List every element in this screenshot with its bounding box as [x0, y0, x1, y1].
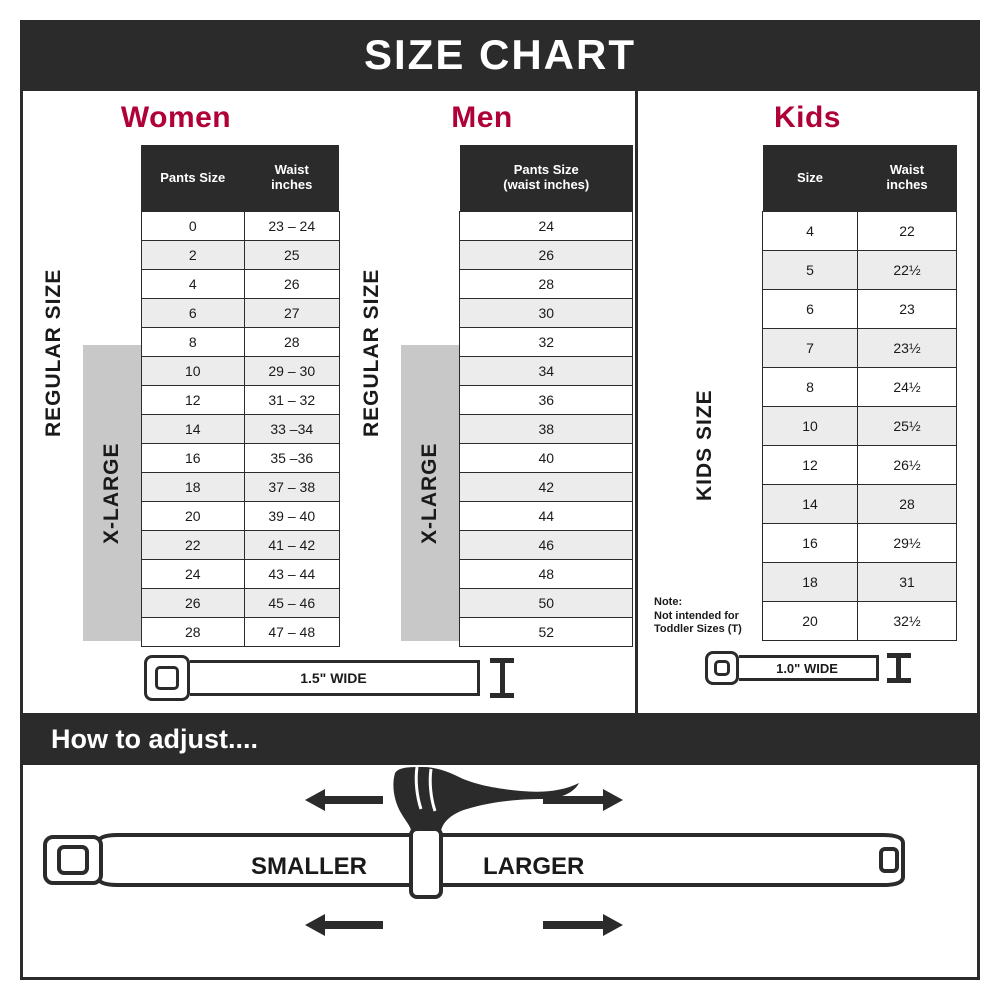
table-cell: 24½	[858, 368, 957, 407]
table-cell: 10	[763, 407, 858, 446]
adult-column	[23, 91, 638, 713]
kids-size-label: KIDS SIZE	[676, 295, 734, 595]
women-col1-header: Pants Size	[141, 145, 244, 212]
men-col1-header-line1: Pants Size	[513, 162, 579, 178]
table-row	[763, 563, 957, 602]
men-table-block	[343, 145, 633, 641]
table-row	[141, 357, 339, 386]
table-row	[460, 299, 633, 328]
title-bar	[23, 23, 977, 91]
table-row	[460, 415, 633, 444]
buckle-inner-icon	[155, 666, 179, 690]
table-row	[460, 444, 633, 473]
table-cell: 40	[460, 444, 633, 473]
table-row	[763, 212, 957, 251]
kids-col2-header-line1: Waist	[889, 162, 925, 178]
table-row	[460, 328, 633, 357]
table-row	[460, 502, 633, 531]
table-row	[460, 531, 633, 560]
table-cell: 52	[460, 618, 633, 647]
table-cell: 34	[460, 357, 633, 386]
table-cell: 2	[141, 241, 244, 270]
larger-label: LARGER	[483, 853, 585, 880]
women-vertical-labels	[25, 145, 141, 641]
adult-strap	[190, 660, 480, 696]
table-cell: 22½	[858, 251, 957, 290]
table-cell: 28	[460, 270, 633, 299]
table-cell: 45 – 46	[244, 589, 339, 618]
table-row	[141, 415, 339, 444]
table-cell: 23	[858, 290, 957, 329]
table-row	[141, 589, 339, 618]
table-cell: 28	[141, 618, 244, 647]
howto-section	[23, 716, 977, 977]
table-cell: 22	[858, 212, 957, 251]
table-cell: 4	[141, 270, 244, 299]
table-cell: 47 – 48	[244, 618, 339, 647]
table-cell: 29½	[858, 524, 957, 563]
table-cell: 0	[141, 212, 244, 241]
smaller-label: SMALLER	[251, 853, 367, 880]
table-cell: 4	[763, 212, 858, 251]
kids-note-line1: Note:	[654, 595, 683, 608]
table-cell: 8	[141, 328, 244, 357]
kids-col2-header	[858, 145, 957, 212]
men-xlarge-label: X-LARGE	[401, 345, 459, 641]
table-cell: 23½	[858, 329, 957, 368]
table-row	[141, 444, 339, 473]
table-row	[763, 368, 957, 407]
kids-vertical-labels	[646, 145, 762, 641]
kids-belt-width-graphic	[638, 651, 977, 685]
table-row	[460, 618, 633, 647]
table-cell: 48	[460, 560, 633, 589]
kids-width-measure-icon	[887, 653, 911, 683]
table-cell: 38	[460, 415, 633, 444]
howto-heading: How to adjust....	[23, 716, 977, 765]
kids-note-line2: Not intended for	[654, 609, 739, 622]
table-cell: 20	[141, 502, 244, 531]
table-cell: 24	[460, 212, 633, 241]
table-cell: 22	[141, 531, 244, 560]
kids-note	[654, 596, 742, 637]
table-row	[141, 241, 339, 270]
kids-table-block	[646, 145, 977, 641]
chart-frame	[20, 20, 980, 980]
kids-buckle-icon	[705, 651, 739, 685]
adult-headings	[23, 97, 635, 145]
buckle-icon	[144, 655, 190, 701]
table-cell: 31 – 32	[244, 386, 339, 415]
kids-column	[638, 91, 977, 713]
kids-heading: Kids	[773, 101, 841, 134]
table-cell: 14	[141, 415, 244, 444]
page-title: SIZE CHART	[364, 31, 636, 78]
table-cell: 8	[763, 368, 858, 407]
table-cell: 6	[141, 299, 244, 328]
adult-belt-width-graphic	[23, 655, 635, 701]
women-col2-header-line2: inches	[271, 177, 313, 192]
table-row	[141, 299, 339, 328]
table-cell: 25	[244, 241, 339, 270]
table-cell: 41 – 42	[244, 531, 339, 560]
table-cell: 32	[460, 328, 633, 357]
table-cell: 26½	[858, 446, 957, 485]
table-row	[460, 560, 633, 589]
men-col1-header-line2: (waist inches)	[503, 177, 590, 192]
table-cell: 35 –36	[244, 444, 339, 473]
table-row	[460, 241, 633, 270]
table-row	[141, 502, 339, 531]
table-cell: 39 – 40	[244, 502, 339, 531]
kids-col2-header-line2: inches	[886, 177, 928, 192]
table-row	[763, 251, 957, 290]
table-row	[763, 290, 957, 329]
adult-belt-width-label: 1.5" WIDE	[300, 670, 367, 686]
table-cell: 36	[460, 386, 633, 415]
table-cell: 14	[763, 485, 858, 524]
table-cell: 6	[763, 290, 858, 329]
table-cell: 33 –34	[244, 415, 339, 444]
table-cell: 42	[460, 473, 633, 502]
table-row	[460, 473, 633, 502]
adult-width-measure-icon	[490, 658, 514, 698]
table-row	[141, 212, 339, 241]
table-cell: 26	[244, 270, 339, 299]
table-cell: 46	[460, 531, 633, 560]
men-heading: Men	[451, 101, 513, 134]
table-cell: 10	[141, 357, 244, 386]
table-cell: 50	[460, 589, 633, 618]
kids-belt-width-label: 1.0" WIDE	[776, 660, 838, 676]
kids-strap	[739, 655, 879, 681]
table-row	[141, 560, 339, 589]
table-cell: 26	[460, 241, 633, 270]
table-cell: 23 – 24	[244, 212, 339, 241]
kids-col1-header: Size	[763, 145, 858, 212]
women-col2-header-line1: Waist	[274, 162, 309, 178]
men-size-table	[459, 145, 633, 647]
table-row	[460, 589, 633, 618]
table-row	[460, 386, 633, 415]
howto-illustration	[23, 765, 977, 977]
table-row	[141, 386, 339, 415]
table-row	[763, 407, 957, 446]
table-row	[141, 270, 339, 299]
women-heading: Women	[120, 101, 232, 134]
table-cell: 29 – 30	[244, 357, 339, 386]
table-row	[460, 212, 633, 241]
adult-tables	[23, 145, 635, 641]
table-cell: 18	[141, 473, 244, 502]
table-row	[141, 328, 339, 357]
table-row	[141, 618, 339, 647]
table-cell: 28	[244, 328, 339, 357]
table-row	[763, 329, 957, 368]
table-cell: 12	[141, 386, 244, 415]
table-cell: 31	[858, 563, 957, 602]
table-cell: 7	[763, 329, 858, 368]
table-cell: 27	[244, 299, 339, 328]
table-row	[763, 602, 957, 641]
women-size-table	[141, 145, 340, 647]
table-cell: 18	[763, 563, 858, 602]
men-regular-size-label: REGULAR SIZE	[343, 203, 401, 503]
table-cell: 5	[763, 251, 858, 290]
table-cell: 25½	[858, 407, 957, 446]
charts-area	[23, 91, 977, 716]
men-col1-header	[460, 145, 633, 212]
table-row	[141, 473, 339, 502]
table-row	[763, 446, 957, 485]
table-row	[763, 485, 957, 524]
table-row	[460, 270, 633, 299]
table-cell: 20	[763, 602, 858, 641]
kids-buckle-inner-icon	[714, 660, 730, 676]
kids-table-body	[763, 212, 957, 641]
table-cell: 16	[141, 444, 244, 473]
table-cell: 32½	[858, 602, 957, 641]
table-cell: 16	[763, 524, 858, 563]
table-cell: 24	[141, 560, 244, 589]
table-cell: 26	[141, 589, 244, 618]
table-cell: 44	[460, 502, 633, 531]
women-table-block	[25, 145, 340, 641]
table-cell: 28	[858, 485, 957, 524]
women-regular-size-label: REGULAR SIZE	[25, 203, 83, 503]
table-cell: 43 – 44	[244, 560, 339, 589]
women-table-body	[141, 212, 339, 647]
women-col2-header	[244, 145, 339, 212]
men-table-body	[460, 212, 633, 647]
kids-note-line3: Toddler Sizes (T)	[654, 623, 742, 636]
kids-size-table	[762, 145, 957, 641]
table-row	[141, 531, 339, 560]
women-xlarge-label: X-LARGE	[83, 345, 141, 641]
table-cell: 30	[460, 299, 633, 328]
table-cell: 12	[763, 446, 858, 485]
table-row	[763, 524, 957, 563]
table-row	[460, 357, 633, 386]
men-vertical-labels	[343, 145, 459, 641]
table-cell: 37 – 38	[244, 473, 339, 502]
